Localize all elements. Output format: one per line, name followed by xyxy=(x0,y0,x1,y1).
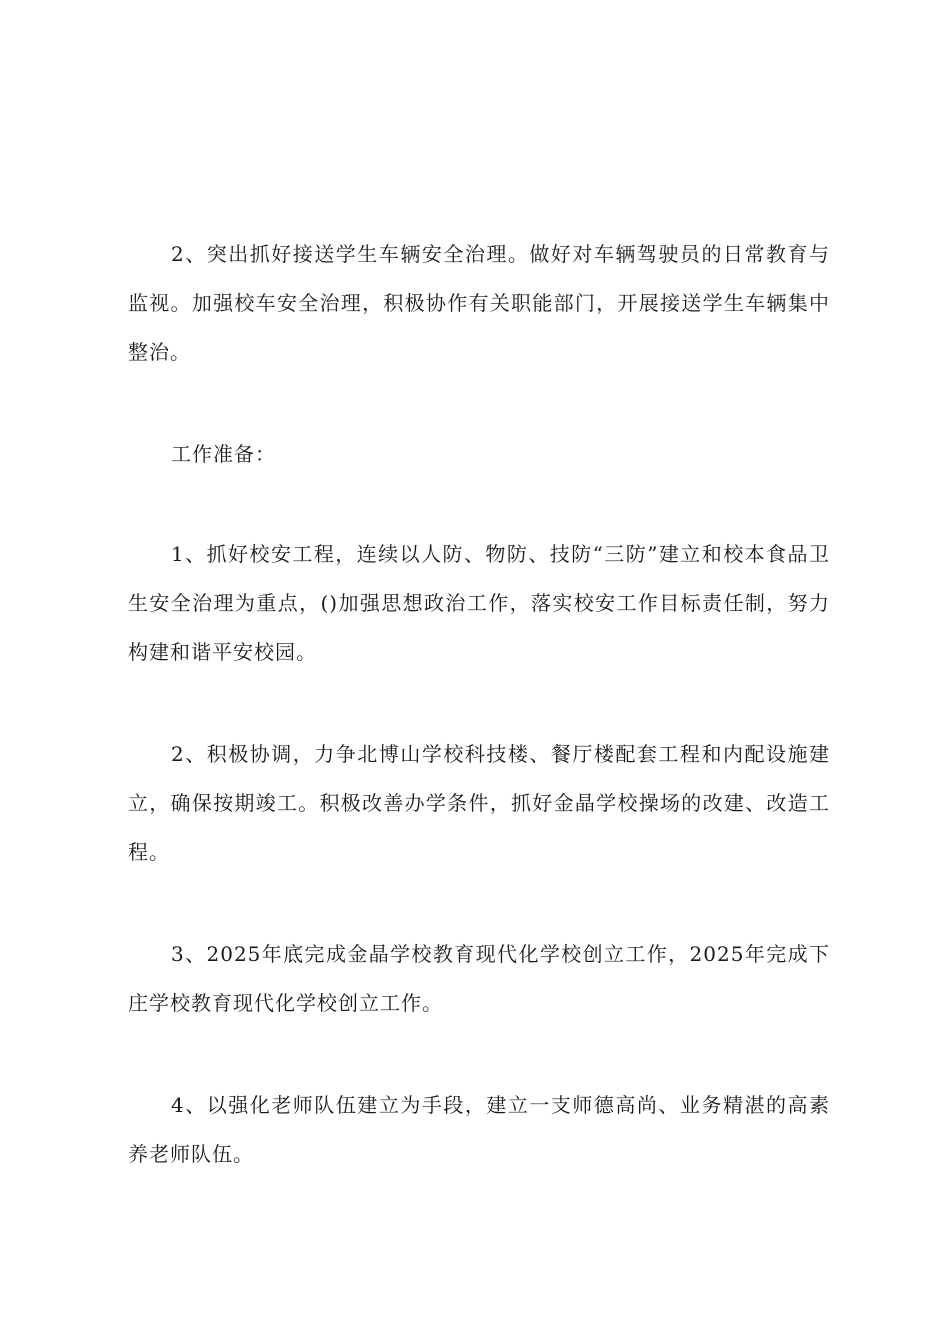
paragraph-teacher-team: 4、以强化老师队伍建立为手段，建立一支师德高尚、业务精湛的高素养老师队伍。 xyxy=(128,1093,830,1166)
paragraph-work-preparation-heading: 工作准备： xyxy=(171,442,276,466)
paragraph-education-modernization: 3、2025年底完成金晶学校教育现代化学校创立工作，2025年完成下庄学校教育现代化学校创立工作。 xyxy=(128,942,830,1015)
paragraph-campus-safety-project: 1、抓好校安工程，连续以人防、物防、技防“三防”建立和校本食品卫生安全治理为重点，()加强思想政治工作，落实校安工作目标责任制，努力构建和谐平安校园。 xyxy=(128,542,830,664)
paragraph-vehicle-safety: 2、突出抓好接送学生车辆安全治理。做好对车辆驾驶员的日常教育与监视。加强校车安全治理，积极协作有关职能部门，开展接送学生车辆集中整治。 xyxy=(128,242,830,364)
paragraph-facility-construction: 2、积极协调，力争北博山学校科技楼、餐厅楼配套工程和内配设施建立，确保按期竣工。积极改善办学条件，抓好金晶学校操场的改建、改造工程。 xyxy=(128,742,830,864)
